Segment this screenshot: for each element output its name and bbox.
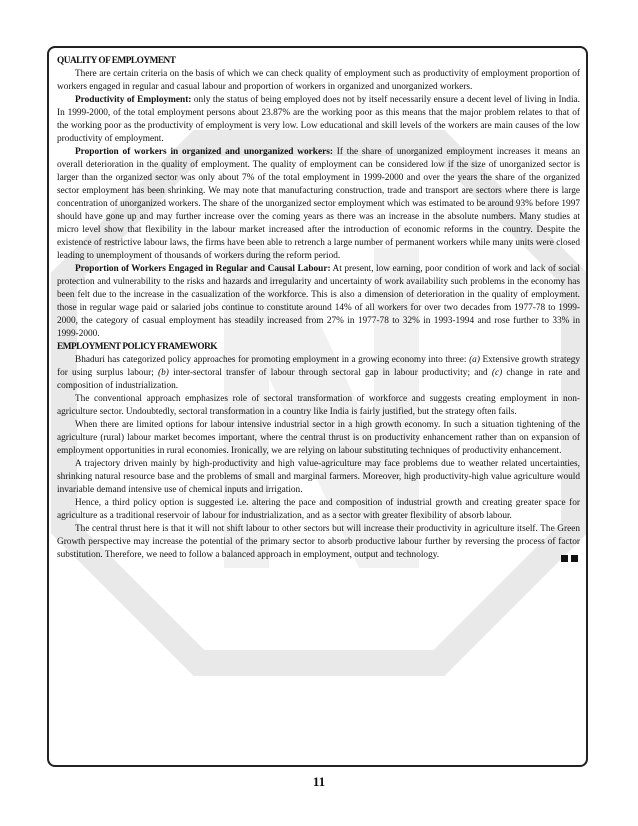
text-productivity: only the status of being employed does not by itself necessarily ensure a decent level of living in India. In 1999-2000, of the total employment persons about 23.87% are the working poor as this means that the major problem relates to that of the working poor as the productivity of employment is very low. Low educational and skill levels of the workers are main causes of the low productivity of employment.: [57, 95, 580, 144]
text-bhaduri-b: Extensive growth strategy for using surplus labour;: [57, 355, 581, 378]
paragraph-bhaduri: [57, 354, 580, 393]
lead-regular-causal: Proportion of Workers Engaged in Regular and Causal Labour:: [75, 264, 331, 274]
page-number: 11: [312, 774, 326, 789]
text-regular-causal: At present, low earning, poor condition of work and lack of social protection and vulnerability to the risks and hazards and irregularity and uncertainty of work availability such problems in the economy has been felt due to the increase in the casualization of the workforce. This is also a dimension of deterioration in the quality of employment. those in regular wage paid or salaried jobs continue to constitute around 14% of all workers for over two decades from 1977-78 to 1999-2000, the category of casual employment has steadily increased from 27% in 1977-78 to 32% in 1993-1994 and rose further to 33% in 1999-2000.: [57, 264, 581, 339]
page-frame: [47, 46, 588, 767]
marker-a: (a): [469, 355, 480, 365]
paragraph-limited-options: When there are limited options for labour intensive industrial sector in a high growth economy. In such a situation tightening of the agriculture (rural) labour market becomes important, where the central thrust is on productivity enhancement rather than on expansion of employment opportunities in rural economies. Ironically, we are relying on labour substituting techniques of productivity enhancement.: [57, 420, 580, 456]
text-bhaduri-c: inter-sectoral transfer of labour through sectoral gap in labour productivity; and: [168, 368, 492, 378]
paragraph-third-option: Hence, a third policy option is suggested i.e. altering the pace and composition of industrial growth and creating greater space for agriculture as a traditional reservoir of labour for industrialization, and as a sector with greater flexibility of absorb labour.: [57, 498, 580, 521]
text-bhaduri-d: change in rate and composition of industrialization.: [57, 368, 580, 391]
paragraph-central-thrust: The central thrust here is that it will not shift labour to other sectors but will increase their productivity in agriculture itself. The Green Growth perspective may increase the potential of the primary sector to absorb productive labour further by reversing the process of factor substitution. Therefore, we need to follow a balanced approach in employment, output and technology.: [57, 524, 580, 560]
paragraph-criteria: There are certain criteria on the basis of which we can check quality of employment such as productivity of employment proportion of workers engaged in regular and casual labour and proportion of workers in organized and unorganized workers.: [57, 69, 580, 92]
paragraph-conventional: The conventional approach emphasizes role of sectoral transformation of workforce and suggests creating employment in non-agriculture sector. Undoubtedly, sectoral transformation in a country like India is fairly justified, but the strategy often fails.: [57, 394, 580, 417]
lead-organized-unorganized: Proportion of workers in organized and unorganized workers:: [75, 147, 333, 157]
marker-c: (c): [491, 368, 503, 378]
lead-productivity: Productivity of Employment:: [75, 95, 192, 105]
paragraph-regular-causal: [57, 263, 580, 341]
heading-quality-of-employment: QUALITY OF EMPLOYMENT: [57, 56, 176, 66]
marker-b: (b): [158, 368, 169, 378]
paragraph-organized-unorganized: [57, 146, 580, 263]
text-organized-unorganized: If the share of unorganized employment increases it means an overall deterioration in the quality of employment. The quality of employment can be considered low if the size of unorganized sector is larger than the organized sector was only about 7% of the total employment in 1999-2000 and over the years the share of the organized sector employment has been shrinking. We may note that manufacturing construction, trade and transport are sectors where there is large concentration of unorganized workers. The share of the unorganized sector employment which was estimated to be around 93% before 1997 should have gone up and may further increase over the coming years as there was an increase in the absolute numbers. Many studies at micro level show that flexibility in the labour market increased after the introduction of economic reforms in the country. Despite the existence of restrictive labour laws, the firms have been able to retrench a large number of permanent workers while many units were closed leading to unemployment of thousands of workers during the reform period.: [57, 147, 580, 261]
heading-employment-policy: EMPLOYMENT POLICY FRAMEWORK: [57, 342, 218, 352]
paragraph-productivity: [57, 94, 580, 146]
end-of-section-mark: [561, 555, 578, 562]
document-body: [57, 55, 580, 562]
text-bhaduri-a: Bhaduri has categorized policy approaches for promoting employment in a growing economy into three:: [75, 355, 470, 365]
paragraph-trajectory: A trajectory driven mainly by high-productivity and high value-agriculture may face problems due to weather related uncertainties, shrinking natural resource base and the problems of small and marginal farmers. Moreover, high productivity-high value agriculture would invariable demand intensive use of chemical inputs and irrigation.: [57, 459, 580, 495]
end-square-icon: [561, 555, 568, 562]
end-square-icon: [571, 555, 578, 562]
